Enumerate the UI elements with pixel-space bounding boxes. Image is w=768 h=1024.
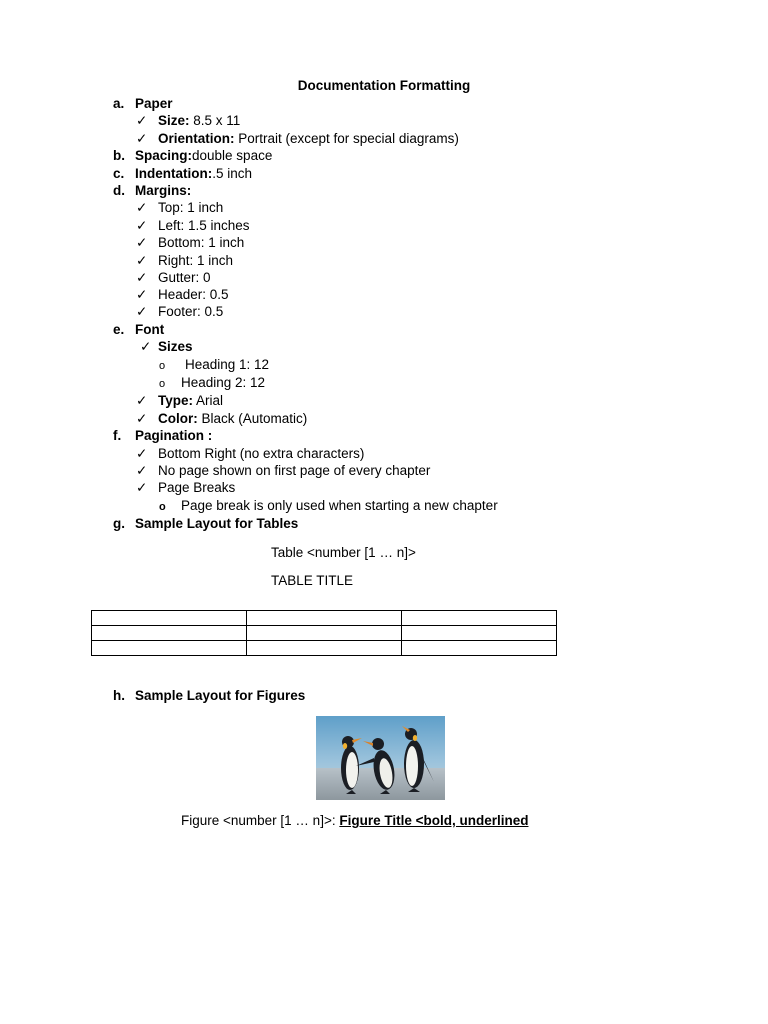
table-cell xyxy=(402,611,557,626)
figure-title: Figure Title <bold, underlined xyxy=(339,813,529,828)
table-caption: Table <number [1 … n]> xyxy=(271,545,416,560)
check-icon: ✓ xyxy=(136,480,148,495)
section-e-heading: e. Font xyxy=(113,322,165,337)
margin-item: ✓ Footer: 0.5 xyxy=(136,304,224,319)
section-f-heading: f. Pagination : xyxy=(113,428,213,443)
check-icon: ✓ xyxy=(136,446,148,461)
sample-table xyxy=(91,610,557,656)
check-icon: ✓ xyxy=(136,287,148,302)
pagination-item: ✓ Bottom Right (no extra characters) xyxy=(136,446,365,461)
table-cell xyxy=(247,626,402,641)
section-c-line: c. Indentation:.5 inch xyxy=(113,166,253,181)
table-cell xyxy=(92,626,247,641)
pagination-item: ✓ Page Breaks xyxy=(136,480,236,495)
check-icon: ✓ xyxy=(136,304,148,319)
check-icon: ✓ xyxy=(136,253,148,268)
font-type-line: ✓ Type: Arial xyxy=(136,393,224,408)
table-cell xyxy=(247,641,402,656)
check-icon: ✓ xyxy=(136,131,148,146)
table-cell xyxy=(247,611,402,626)
paper-size-line: ✓ Size: 8.5 x 11 xyxy=(136,113,241,128)
section-d-heading: d. Margins: xyxy=(113,183,192,198)
font-color-line: ✓ Color: Black (Automatic) xyxy=(136,411,308,426)
check-icon: ✓ xyxy=(136,200,148,215)
section-g-heading: g. Sample Layout for Tables xyxy=(113,516,299,531)
circle-bullet-icon: o xyxy=(159,378,166,390)
table-row xyxy=(92,611,557,626)
margin-item: ✓ Bottom: 1 inch xyxy=(136,235,245,250)
table-cell xyxy=(92,641,247,656)
pagination-item: ✓ No page shown on first page of every chapter xyxy=(136,463,431,478)
check-icon: ✓ xyxy=(136,463,148,478)
check-icon: ✓ xyxy=(136,411,148,426)
section-a-heading: a. Paper xyxy=(113,96,173,111)
check-icon: ✓ xyxy=(136,393,148,408)
circle-bullet-icon: o xyxy=(159,501,166,513)
table-row xyxy=(92,626,557,641)
penguins-figure xyxy=(316,716,445,800)
table-cell xyxy=(92,611,247,626)
margin-item: ✓ Gutter: 0 xyxy=(136,270,211,285)
circle-bullet-icon: o xyxy=(159,360,166,372)
penguins-image xyxy=(316,716,445,800)
font-size-item: o Heading 1: 12 xyxy=(159,356,269,373)
figure-caption: Figure <number [1 … n]>: Figure Title <bold, underlined xyxy=(181,813,529,828)
table-cell xyxy=(402,641,557,656)
check-icon: ✓ xyxy=(140,339,152,354)
check-icon: ✓ xyxy=(136,270,148,285)
table-cell xyxy=(402,626,557,641)
font-sizes-line: ✓ Sizes xyxy=(140,339,193,354)
margin-item: ✓ Right: 1 inch xyxy=(136,253,234,268)
check-icon: ✓ xyxy=(136,113,148,128)
margin-item: ✓ Left: 1.5 inches xyxy=(136,218,250,233)
paper-orientation-line: ✓ Orientation: Portrait (except for special diagrams) xyxy=(136,131,459,146)
table-title: TABLE TITLE xyxy=(271,573,354,588)
check-icon: ✓ xyxy=(136,218,148,233)
section-h-heading: h. Sample Layout for Figures xyxy=(113,688,306,703)
margin-item: ✓ Header: 0.5 xyxy=(136,287,229,302)
pagination-sub-item: o Page break is only used when starting a new chapter xyxy=(159,497,498,514)
section-b-line: b. Spacing:double space xyxy=(113,148,273,163)
font-size-item: o Heading 2: 12 xyxy=(159,374,265,391)
check-icon: ✓ xyxy=(136,235,148,250)
table-row xyxy=(92,641,557,656)
doc-title: Documentation Formatting xyxy=(297,78,471,93)
margin-item: ✓ Top: 1 inch xyxy=(136,200,224,215)
